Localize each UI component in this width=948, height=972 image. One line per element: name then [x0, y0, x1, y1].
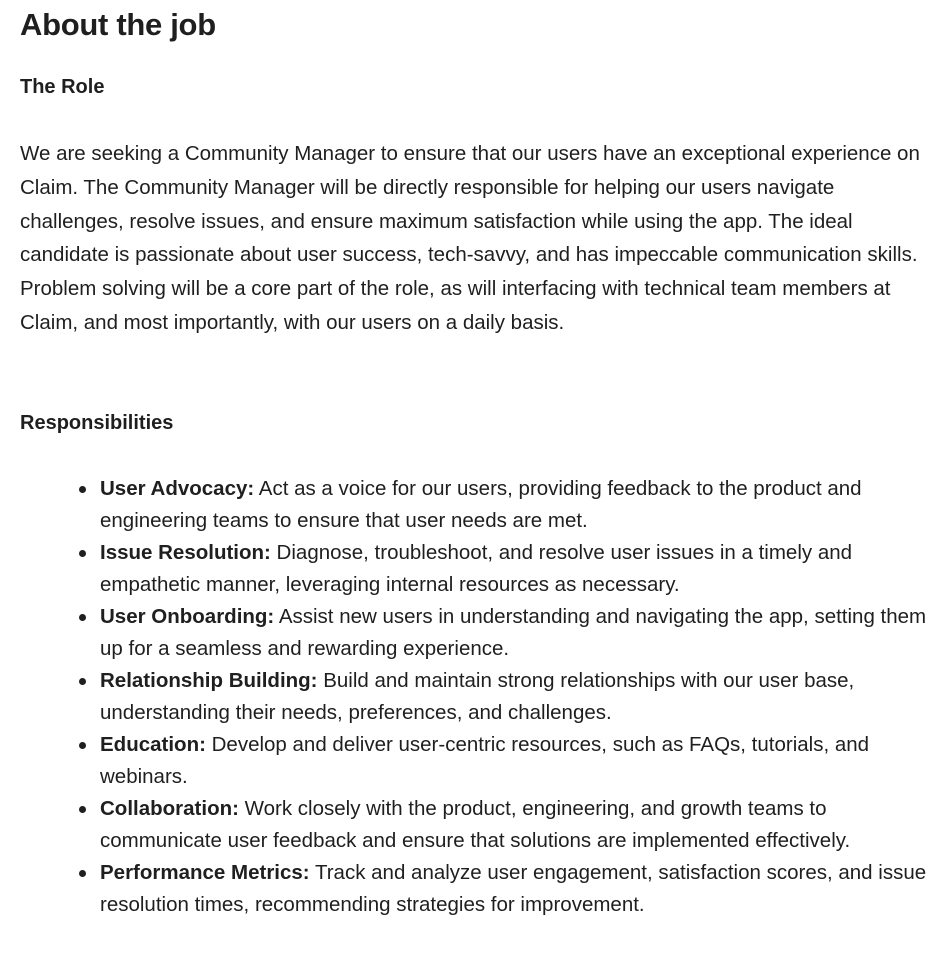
item-text: Diagnose, troubleshoot, and resolve user issues in a timely and empathetic manner, leveraging internal resources as necessary.: [100, 541, 853, 596]
item-text: Track and analyze user engagement, satisfaction scores, and issue resolution times, recommending strategies for improvement.: [100, 861, 927, 916]
responsibilities-heading: Responsibilities: [20, 412, 174, 434]
item-text: Develop and deliver user-centric resources, such as FAQs, tutorials, and webinars.: [100, 733, 870, 788]
item-term: User Onboarding:: [100, 605, 275, 628]
item-text: Work closely with the product, engineering, and growth teams to communicate user feedback and ensure that solutions are implemented effectively.: [100, 797, 851, 852]
list-item: [100, 473, 928, 537]
bullet-icon: [79, 806, 86, 813]
item-text: Act as a voice for our users, providing feedback to the product and engineering teams to ensure that user needs are met.: [100, 477, 862, 532]
list-item: [100, 601, 928, 665]
bullet-icon: [79, 678, 86, 685]
item-term: Collaboration:: [100, 797, 239, 820]
bullet-icon: [79, 550, 86, 557]
role-heading: The Role: [20, 76, 105, 98]
bullet-icon: [79, 486, 86, 493]
item-term: Relationship Building:: [100, 669, 318, 692]
list-item: [100, 665, 928, 729]
item-term: Performance Metrics:: [100, 861, 310, 884]
bullet-icon: [79, 742, 86, 749]
item-text: Assist new users in understanding and navigating the app, setting them up for a seamless and rewarding experience.: [100, 605, 927, 660]
list-item: [100, 857, 928, 921]
item-term: User Advocacy:: [100, 477, 255, 500]
bullet-icon: [79, 870, 86, 877]
bullet-icon: [79, 614, 86, 621]
role-paragraph: We are seeking a Community Manager to ensure that our users have an exceptional experience on Claim. The Community Manager will be directly responsible for helping our users navigate challenges, resolve issues, and ensure maximum satisfaction while using the app. The ideal candidate is passionate about user success, tech-savvy, and has impeccable communication skills. Problem solving will be a core part of the role, as will interfacing with technical team members at Claim, and most importantly, with our users on a daily basis.: [20, 142, 920, 334]
responsibilities-list: [20, 473, 928, 921]
item-term: Education:: [100, 733, 206, 756]
item-term: Issue Resolution:: [100, 541, 271, 564]
list-item: [100, 537, 928, 601]
list-item: [100, 793, 928, 857]
page-title: About the job: [20, 7, 216, 42]
list-item: [100, 729, 928, 793]
item-text: Build and maintain strong relationships with our user base, understanding their needs, preferences, and challenges.: [100, 669, 855, 724]
